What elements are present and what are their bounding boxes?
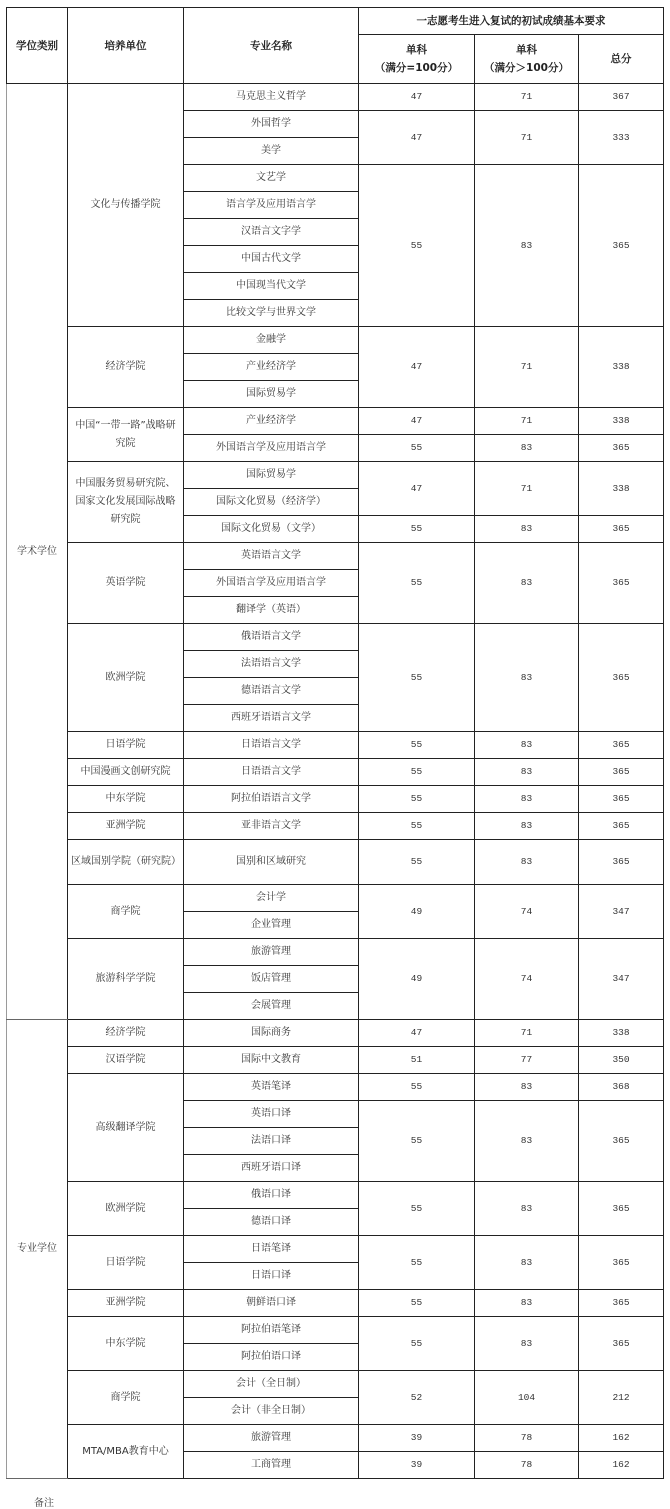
single-100-score: 47	[359, 84, 475, 111]
single-100-score: 39	[359, 1425, 475, 1452]
total-score: 333	[579, 111, 664, 165]
single-100-score: 52	[359, 1371, 475, 1425]
major-cell: 日语笔译	[184, 1236, 359, 1263]
total-score: 347	[579, 885, 664, 939]
unit-cell: 高级翻译学院	[68, 1074, 184, 1182]
major-cell: 汉语言文字学	[184, 219, 359, 246]
total-score: 350	[579, 1047, 664, 1074]
total-score: 365	[579, 1317, 664, 1371]
major-cell: 日语口译	[184, 1263, 359, 1290]
header-single-100-line2: （满分=100分）	[374, 62, 459, 74]
total-score: 347	[579, 939, 664, 1020]
unit-cell: 中东学院	[68, 1317, 184, 1371]
single-gt100-score: 83	[475, 543, 579, 624]
degree-type-cell: 专业学位	[7, 1020, 68, 1479]
major-cell: 英语口译	[184, 1101, 359, 1128]
single-100-score: 55	[359, 732, 475, 759]
single-gt100-score: 83	[475, 435, 579, 462]
single-gt100-score: 71	[475, 408, 579, 435]
unit-cell: 文化与传播学院	[68, 84, 184, 327]
major-cell: 马克思主义哲学	[184, 84, 359, 111]
major-cell: 德语口译	[184, 1209, 359, 1236]
unit-cell: 中国服务贸易研究院、国家文化发展国际战略研究院	[68, 462, 184, 543]
major-cell: 国别和区域研究	[184, 840, 359, 885]
major-cell: 朝鲜语口译	[184, 1290, 359, 1317]
total-score: 365	[579, 786, 664, 813]
single-100-score: 47	[359, 327, 475, 408]
single-gt100-score: 71	[475, 462, 579, 516]
unit-cell: 日语学院	[68, 1236, 184, 1290]
header-single-100	[359, 35, 475, 84]
header-major: 专业名称	[184, 8, 359, 84]
single-gt100-score: 104	[475, 1371, 579, 1425]
single-100-score: 47	[359, 462, 475, 516]
single-gt100-score: 77	[475, 1047, 579, 1074]
single-100-score: 55	[359, 165, 475, 327]
total-score: 368	[579, 1074, 664, 1101]
table-row	[7, 1047, 664, 1074]
table-row	[7, 732, 664, 759]
major-cell: 阿拉伯语笔译	[184, 1317, 359, 1344]
total-score: 365	[579, 1236, 664, 1290]
major-cell: 西班牙语语言文学	[184, 705, 359, 732]
unit-cell: 商学院	[68, 885, 184, 939]
single-100-score: 39	[359, 1452, 475, 1479]
single-100-score: 55	[359, 624, 475, 732]
score-requirements-table	[6, 7, 664, 1479]
table-row	[7, 84, 664, 111]
single-gt100-score: 83	[475, 1074, 579, 1101]
single-100-score: 55	[359, 435, 475, 462]
single-100-score: 49	[359, 885, 475, 939]
table-row	[7, 1371, 664, 1398]
single-gt100-score: 83	[475, 1236, 579, 1290]
major-cell: 中国现当代文学	[184, 273, 359, 300]
major-cell: 国际贸易学	[184, 381, 359, 408]
unit-cell: 欧洲学院	[68, 1182, 184, 1236]
single-100-score: 55	[359, 1317, 475, 1371]
unit-cell: 中东学院	[68, 786, 184, 813]
single-gt100-score: 83	[475, 732, 579, 759]
single-gt100-score: 71	[475, 327, 579, 408]
single-gt100-score: 74	[475, 885, 579, 939]
single-gt100-score: 83	[475, 1101, 579, 1182]
major-cell: 俄语口译	[184, 1182, 359, 1209]
total-score: 365	[579, 1290, 664, 1317]
header-single-gt100-line2: （满分＞100分）	[484, 62, 569, 74]
total-score: 365	[579, 1182, 664, 1236]
major-cell: 国际中文教育	[184, 1047, 359, 1074]
major-cell: 国际商务	[184, 1020, 359, 1047]
unit-cell: 商学院	[68, 1371, 184, 1425]
table-row	[7, 1182, 664, 1209]
major-cell: 西班牙语口译	[184, 1155, 359, 1182]
major-cell: 国际文化贸易（经济学）	[184, 489, 359, 516]
major-cell: 日语语言文学	[184, 732, 359, 759]
total-score: 212	[579, 1371, 664, 1425]
single-100-score: 55	[359, 1182, 475, 1236]
single-100-score: 55	[359, 1236, 475, 1290]
total-score: 162	[579, 1425, 664, 1452]
unit-cell: 英语学院	[68, 543, 184, 624]
unit-cell: 区域国别学院（研究院）	[68, 840, 184, 885]
major-cell: 外国语言学及应用语言学	[184, 435, 359, 462]
major-cell: 旅游管理	[184, 1425, 359, 1452]
major-cell: 德语语言文学	[184, 678, 359, 705]
unit-cell: 中国漫画文创研究院	[68, 759, 184, 786]
single-100-score: 51	[359, 1047, 475, 1074]
total-score: 365	[579, 165, 664, 327]
footer-note-label: 备注	[34, 1498, 54, 1509]
major-cell: 比较文学与世界文学	[184, 300, 359, 327]
major-cell: 日语语言文学	[184, 759, 359, 786]
single-100-score: 55	[359, 759, 475, 786]
single-100-score: 49	[359, 939, 475, 1020]
table-row	[7, 1020, 664, 1047]
major-cell: 产业经济学	[184, 408, 359, 435]
total-score: 365	[579, 732, 664, 759]
header-degree-type: 学位类别	[7, 8, 68, 84]
table-row	[7, 759, 664, 786]
unit-cell: 日语学院	[68, 732, 184, 759]
table-row	[7, 813, 664, 840]
table-row	[7, 1074, 664, 1101]
header-single-100-line1: 单科	[406, 44, 427, 56]
table-row	[7, 462, 664, 489]
unit-cell: 中国“一带一路”战略研究院	[68, 408, 184, 462]
header-single-gt100-line1: 单科	[516, 44, 537, 56]
single-100-score: 55	[359, 1290, 475, 1317]
single-gt100-score: 78	[475, 1425, 579, 1452]
major-cell: 亚非语言文学	[184, 813, 359, 840]
major-cell: 文艺学	[184, 165, 359, 192]
single-gt100-score: 83	[475, 1182, 579, 1236]
table-row	[7, 939, 664, 966]
total-score: 365	[579, 435, 664, 462]
table-row	[7, 327, 664, 354]
unit-cell: 经济学院	[68, 327, 184, 408]
single-gt100-score: 83	[475, 624, 579, 732]
major-cell: 旅游管理	[184, 939, 359, 966]
total-score: 162	[579, 1452, 664, 1479]
single-100-score: 55	[359, 840, 475, 885]
major-cell: 国际贸易学	[184, 462, 359, 489]
major-cell: 国际文化贸易（文学）	[184, 516, 359, 543]
single-gt100-score: 83	[475, 516, 579, 543]
total-score: 338	[579, 462, 664, 516]
single-gt100-score: 78	[475, 1452, 579, 1479]
single-100-score: 47	[359, 1020, 475, 1047]
major-cell: 英语笔译	[184, 1074, 359, 1101]
single-100-score: 55	[359, 1101, 475, 1182]
major-cell: 阿拉伯语语言文学	[184, 786, 359, 813]
major-cell: 法语口译	[184, 1128, 359, 1155]
single-100-score: 47	[359, 111, 475, 165]
header-unit: 培养单位	[68, 8, 184, 84]
major-cell: 企业管理	[184, 912, 359, 939]
total-score: 338	[579, 1020, 664, 1047]
unit-cell: 旅游科学学院	[68, 939, 184, 1020]
single-100-score: 55	[359, 813, 475, 840]
single-gt100-score: 83	[475, 840, 579, 885]
single-100-score: 55	[359, 543, 475, 624]
single-gt100-score: 83	[475, 1290, 579, 1317]
total-score: 367	[579, 84, 664, 111]
major-cell: 工商管理	[184, 1452, 359, 1479]
major-cell: 英语语言文学	[184, 543, 359, 570]
major-cell: 外国哲学	[184, 111, 359, 138]
major-cell: 会计（全日制）	[184, 1371, 359, 1398]
single-gt100-score: 74	[475, 939, 579, 1020]
major-cell: 饭店管理	[184, 966, 359, 993]
single-gt100-score: 71	[475, 1020, 579, 1047]
major-cell: 外国语言学及应用语言学	[184, 570, 359, 597]
single-100-score: 47	[359, 408, 475, 435]
single-gt100-score: 83	[475, 759, 579, 786]
total-score: 365	[579, 840, 664, 885]
major-cell: 会展管理	[184, 993, 359, 1020]
single-gt100-score: 71	[475, 111, 579, 165]
total-score: 338	[579, 327, 664, 408]
table-row	[7, 1425, 664, 1452]
major-cell: 翻译学（英语）	[184, 597, 359, 624]
table-row	[7, 624, 664, 651]
table-row	[7, 885, 664, 912]
table-row	[7, 840, 664, 885]
total-score: 365	[579, 543, 664, 624]
unit-cell: 欧洲学院	[68, 624, 184, 732]
degree-type-cell: 学术学位	[7, 84, 68, 1020]
table-row	[7, 786, 664, 813]
total-score: 365	[579, 624, 664, 732]
total-score: 365	[579, 759, 664, 786]
major-cell: 中国古代文学	[184, 246, 359, 273]
table-row	[7, 1317, 664, 1344]
header-total: 总分	[579, 35, 664, 84]
single-gt100-score: 83	[475, 813, 579, 840]
header-single-gt100	[475, 35, 579, 84]
table-row	[7, 1290, 664, 1317]
total-score: 365	[579, 516, 664, 543]
unit-cell: 经济学院	[68, 1020, 184, 1047]
unit-cell: 汉语学院	[68, 1047, 184, 1074]
single-100-score: 55	[359, 1074, 475, 1101]
major-cell: 美学	[184, 138, 359, 165]
unit-cell: 亚洲学院	[68, 1290, 184, 1317]
table-row	[7, 1236, 664, 1263]
total-score: 338	[579, 408, 664, 435]
total-score: 365	[579, 813, 664, 840]
single-gt100-score: 71	[475, 84, 579, 111]
single-100-score: 55	[359, 516, 475, 543]
table-row	[7, 543, 664, 570]
unit-cell: MTA/MBA教育中心	[68, 1425, 184, 1479]
header-requirement-title: 一志愿考生进入复试的初试成绩基本要求	[359, 8, 664, 35]
major-cell: 会计（非全日制）	[184, 1398, 359, 1425]
total-score: 365	[579, 1101, 664, 1182]
major-cell: 语言学及应用语言学	[184, 192, 359, 219]
major-cell: 会计学	[184, 885, 359, 912]
single-100-score: 55	[359, 786, 475, 813]
major-cell: 金融学	[184, 327, 359, 354]
table-row	[7, 408, 664, 435]
major-cell: 产业经济学	[184, 354, 359, 381]
single-gt100-score: 83	[475, 786, 579, 813]
single-gt100-score: 83	[475, 165, 579, 327]
major-cell: 法语语言文学	[184, 651, 359, 678]
unit-cell: 亚洲学院	[68, 813, 184, 840]
single-gt100-score: 83	[475, 1317, 579, 1371]
major-cell: 俄语语言文学	[184, 624, 359, 651]
major-cell: 阿拉伯语口译	[184, 1344, 359, 1371]
